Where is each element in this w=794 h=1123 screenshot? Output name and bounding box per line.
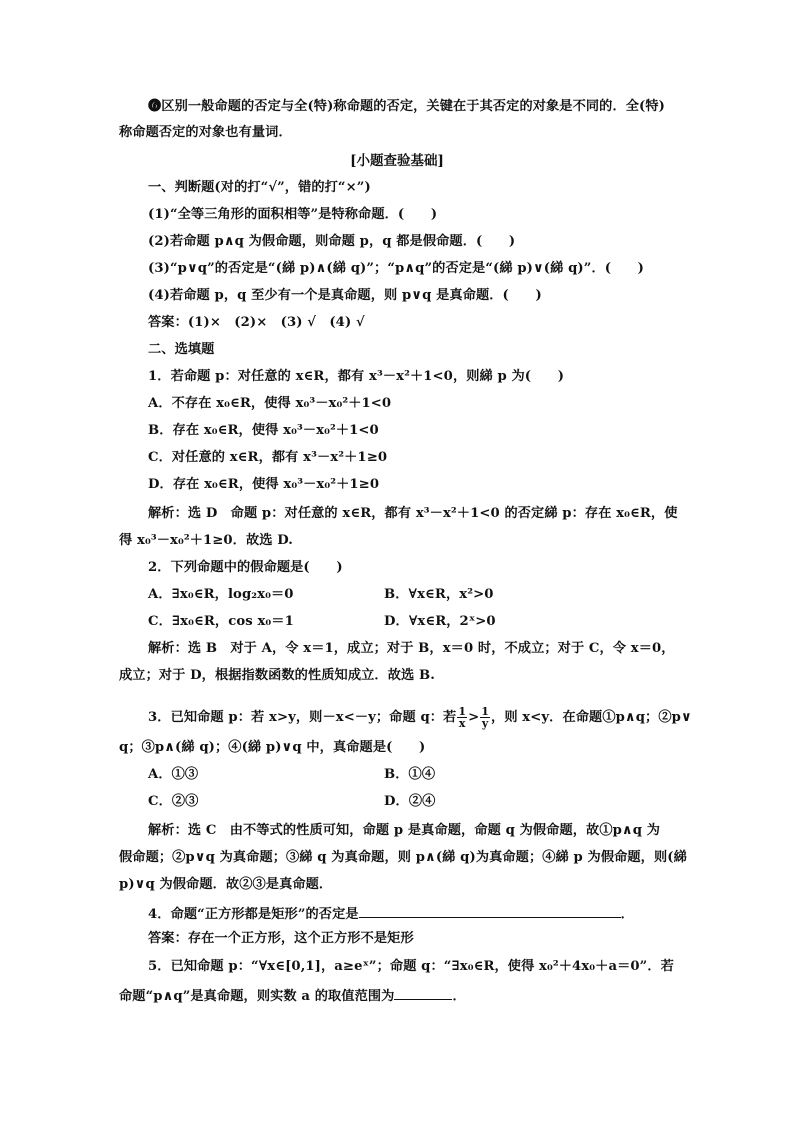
- judge-item-1: (1)“全等三角形的面积相等”是特称命题．( ): [148, 207, 438, 222]
- question-2: 2．下列命题中的假命题是( ): [148, 560, 343, 575]
- answer-blank-5: [394, 985, 452, 1000]
- question-3-text-post: ，则 x<y．在命题①p∧q；②p∨: [491, 710, 692, 725]
- question-1-option-c: C．对任意的 x∈R，都有 x³－x²＋1≥0: [148, 450, 388, 465]
- section-heading: [小题查验基础]: [350, 153, 444, 169]
- question-5-line-2: [119, 985, 466, 1006]
- question-3-option-a: A．①③: [148, 767, 199, 782]
- question-3-line-1: [148, 706, 692, 729]
- question-2-option-c: C．∃x₀∈R，cos x₀＝1: [148, 614, 294, 629]
- question-1: 1．若命题 p：对任意的 x∈R，都有 x³－x²＋1<0，则綈 p 为( ): [148, 369, 565, 384]
- question-1-option-d: D．存在 x₀∈R，使得 x₀³－x₀²＋1≥0: [148, 477, 380, 492]
- question-1-explanation-1: 解析：选 D 命题 p：对任意的 x∈R，都有 x³－x²＋1<0 的否定綈 p：存在 x₀∈R，使: [148, 506, 678, 521]
- fill-section-title: 二、选填题: [148, 342, 215, 357]
- question-3-option-b: B．①④: [384, 767, 436, 782]
- question-2-option-d: D．∀x∈R，2ˣ>0: [384, 614, 496, 629]
- question-3-explanation-2: 假命题；②p∨q 为真命题；③綈 q 为真命题，则 p∧(綈 q)为真命题；④綈 p 为假命题，则(綈: [119, 850, 687, 865]
- question-4-text: 4．命题“正方形都是矩形”的否定是: [148, 907, 359, 922]
- question-2-option-b: B．∀x∈R，x²>0: [384, 587, 494, 602]
- question-2-explanation-1: 解析：选 B 对于 A，令 x＝1，成立；对于 B，x＝0 时，不成立；对于 C，令 x＝0，: [148, 641, 675, 656]
- question-3-explanation-3: p)∨q 为假命题．故②③是真命题．: [119, 877, 333, 892]
- question-3-explanation-1: 解析：选 C 由不等式的性质可知，命题 p 是真命题，命题 q 为假命题，故①p∧q 为: [148, 823, 661, 838]
- judge-item-2: (2)若命题 p∧q 为假命题，则命题 p，q 都是假命题．( ): [148, 234, 516, 249]
- question-4: [148, 903, 634, 924]
- question-2-option-a: A．∃x₀∈R，log₂x₀＝0: [148, 587, 294, 602]
- judge-item-4: (4)若命题 p，q 至少有一个是真命题，则 p∨q 是真命题．( ): [148, 288, 542, 303]
- question-5-text: 命题“p∧q”是真命题，则实数 a 的取值范围为: [119, 989, 395, 1004]
- question-5-line-1: 5．已知命题 p：“∀x∈[0,1]，a≥eˣ”；命题 q：“∃x₀∈R，使得 x₀²＋4x₀＋a＝0”．若: [148, 959, 674, 974]
- judge-item-3: (3)“p∨q”的否定是“(綈 p)∧(綈 q)”；“p∧q”的否定是“(綈 p)∨(綈 q)”．( ): [148, 261, 644, 276]
- question-3-option-c: C．②③: [148, 794, 199, 809]
- question-3-text-pre: 3．已知命题 p：若 x>y，则－x<－y；命题 q：若: [148, 710, 457, 725]
- question-3-option-d: D．②④: [384, 794, 436, 809]
- fraction-1-over-y: $\frac{1}{y}$: [481, 705, 490, 730]
- question-1-option-b: B．存在 x₀∈R，使得 x₀³－x₀²＋1<0: [148, 423, 379, 438]
- answer-blank-4: [359, 903, 621, 918]
- question-4-answer: 答案：存在一个正方形，这个正方形不是矩形: [148, 931, 414, 946]
- question-1-option-a: A．不存在 x₀∈R，使得 x₀³－x₀²＋1<0: [148, 396, 392, 411]
- judge-section-title: 一、判断题(对的打“√”，错的打“×”): [148, 180, 371, 195]
- question-5-period: ．: [452, 989, 466, 1004]
- note-line-1: ❻区别一般命题的否定与全(特)称命题的否定，关键在于其否定的对象是不同的．全(特): [148, 99, 665, 114]
- question-2-explanation-2: 成立；对于 D，根据指数函数的性质知成立．故选 B.: [119, 668, 435, 683]
- question-3-line-2: q；③p∧(綈 q)；④(綈 p)∨q 中，真命题是( ): [119, 740, 426, 755]
- note-line-2: 称命题否定的对象也有量词．: [119, 125, 292, 140]
- question-1-explanation-2: 得 x₀³－x₀²＋1≥0．故选 D.: [119, 533, 293, 548]
- judge-answer: 答案：(1)× (2)× (3) √ (4) √: [148, 315, 365, 330]
- greater-than-sign: >: [468, 710, 480, 725]
- fraction-1-over-x: $\frac{1}{x}$: [458, 705, 467, 730]
- question-4-period: ．: [620, 907, 634, 922]
